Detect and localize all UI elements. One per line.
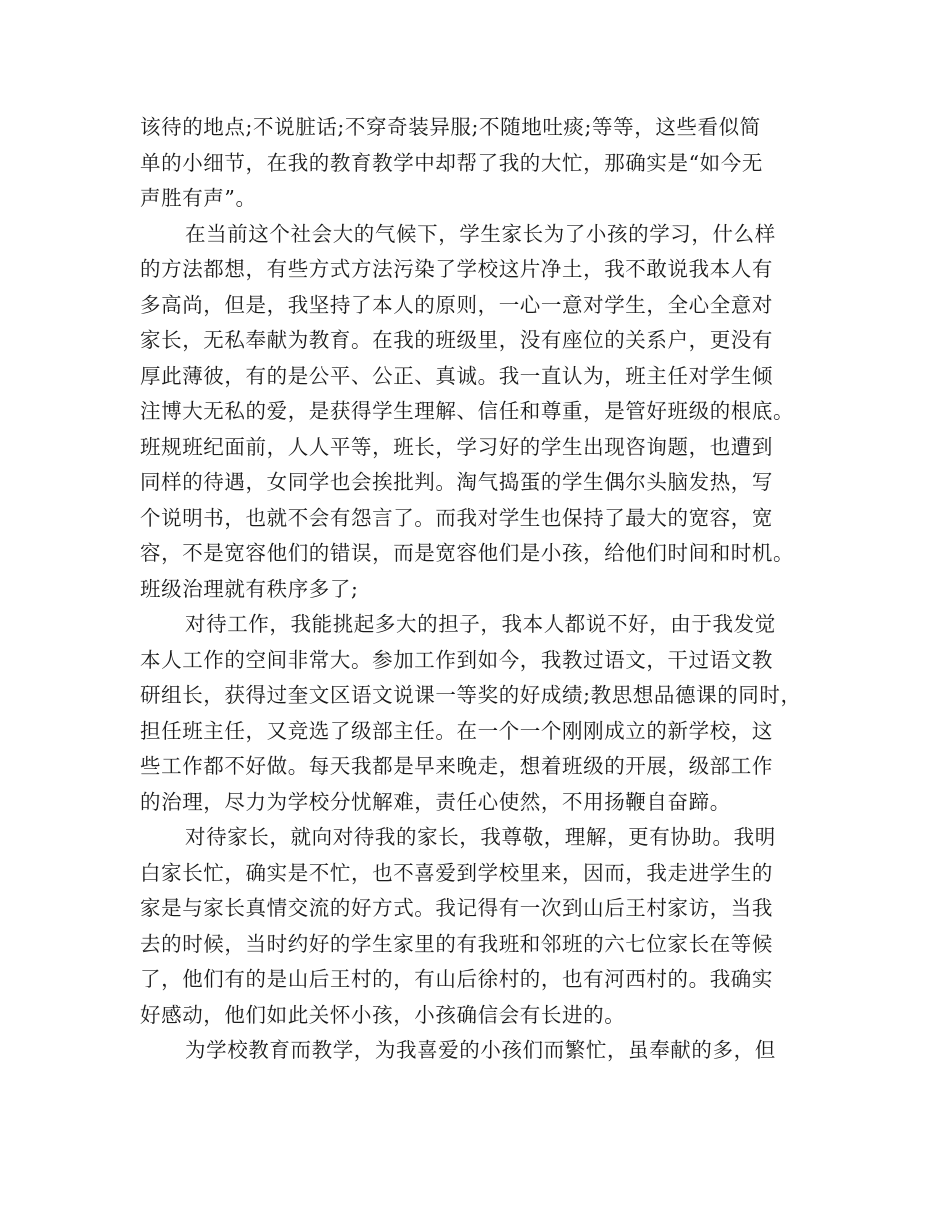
text-line: 的方法都想，有些方式方法污染了学校这片净土，我不敢说我本人有 bbox=[140, 257, 773, 281]
text-line: 班规班纪面前，人人平等，班长，学习好的学生出现咨询题，也遭到 bbox=[140, 434, 773, 459]
text-line: 的治理，尽力为学校分忧解难，责任心使然，不用扬鞭自奋蹄。 bbox=[140, 789, 731, 814]
text-line: 多高尚，但是，我坚持了本人的原则，一心一意对学生，全心全意对 bbox=[140, 292, 773, 317]
body-text bbox=[140, 110, 820, 1069]
text-line: 班级治理就有秩序多了; bbox=[140, 576, 359, 601]
text-line: 了，他们有的是山后王村的，有山后徐村的，也有河西村的。我确实 bbox=[140, 967, 773, 991]
text-line: 厚此薄彼，有的是公平、公正、真诚。我一直认为，班主任对学生倾 bbox=[140, 363, 773, 388]
text-line: 声胜有声”。 bbox=[140, 186, 257, 210]
paragraph-first-line: 为学校教育而教学，为我喜爱的小孩们而繁忙，虽奉献的多，但 bbox=[185, 1038, 776, 1062]
text-line: 研组长，获得过奎文区语文说课一等奖的好成绩;教思想品德课的同时， bbox=[140, 683, 802, 707]
paragraph-first-line: 对待家长，就向对待我的家长，我尊敬，理解，更有协助。我明 bbox=[185, 825, 776, 849]
text-line: 单的小细节，在我的教育教学中却帮了我的大忙，那确实是“如今无 bbox=[140, 150, 763, 175]
text-line: 白家长忙，确实是不忙，也不喜爱到学校里来，因而，我走进学生的 bbox=[140, 860, 773, 885]
text-line: 个说明书，也就不会有怨言了。而我对学生也保持了最大的宽容，宽 bbox=[140, 505, 773, 530]
text-line: 本人工作的空间非常大。参加工作到如今，我教过语文，干过语文教 bbox=[140, 647, 773, 672]
text-line: 该待的地点;不说脏话;不穿奇装异服;不随地吐痰;等等，这些看似简 bbox=[140, 115, 761, 139]
text-line: 担任班主任，又竞选了级部主任。在一个一个刚刚成立的新学校，这 bbox=[140, 718, 773, 743]
paragraph-first-line: 对待工作，我能挑起多大的担子，我本人都说不好，由于我发觉 bbox=[185, 612, 776, 636]
text-line: 容，不是宽容他们的错误，而是宽容他们是小孩，给他们时间和时机。 bbox=[140, 541, 795, 565]
text-line: 些工作都不好做。每天我都是早来晚走，想着班级的开展，级部工作 bbox=[140, 754, 773, 778]
text-line: 家是与家长真情交流的好方式。我记得有一次到山后王村家访，当我 bbox=[140, 896, 773, 920]
text-line: 家长，无私奉献为教育。在我的班级里，没有座位的关系户，更没有 bbox=[140, 328, 773, 352]
text-line: 同样的待遇，女同学也会挨批判。淘气捣蛋的学生偶尔头脑发热，写 bbox=[140, 470, 773, 494]
text-line: 注博大无私的爱，是获得学生理解、信任和尊重，是管好班级的根底。 bbox=[140, 399, 795, 423]
text-line: 好感动，他们如此关怀小孩，小孩确信会有长进的。 bbox=[140, 1002, 626, 1027]
paragraph-first-line: 在当前这个社会大的气候下，学生家长为了小孩的学习，什么样 bbox=[185, 221, 776, 246]
text-line: 去的时候，当时约好的学生家里的有我班和邻班的六七位家长在等候 bbox=[140, 931, 773, 956]
